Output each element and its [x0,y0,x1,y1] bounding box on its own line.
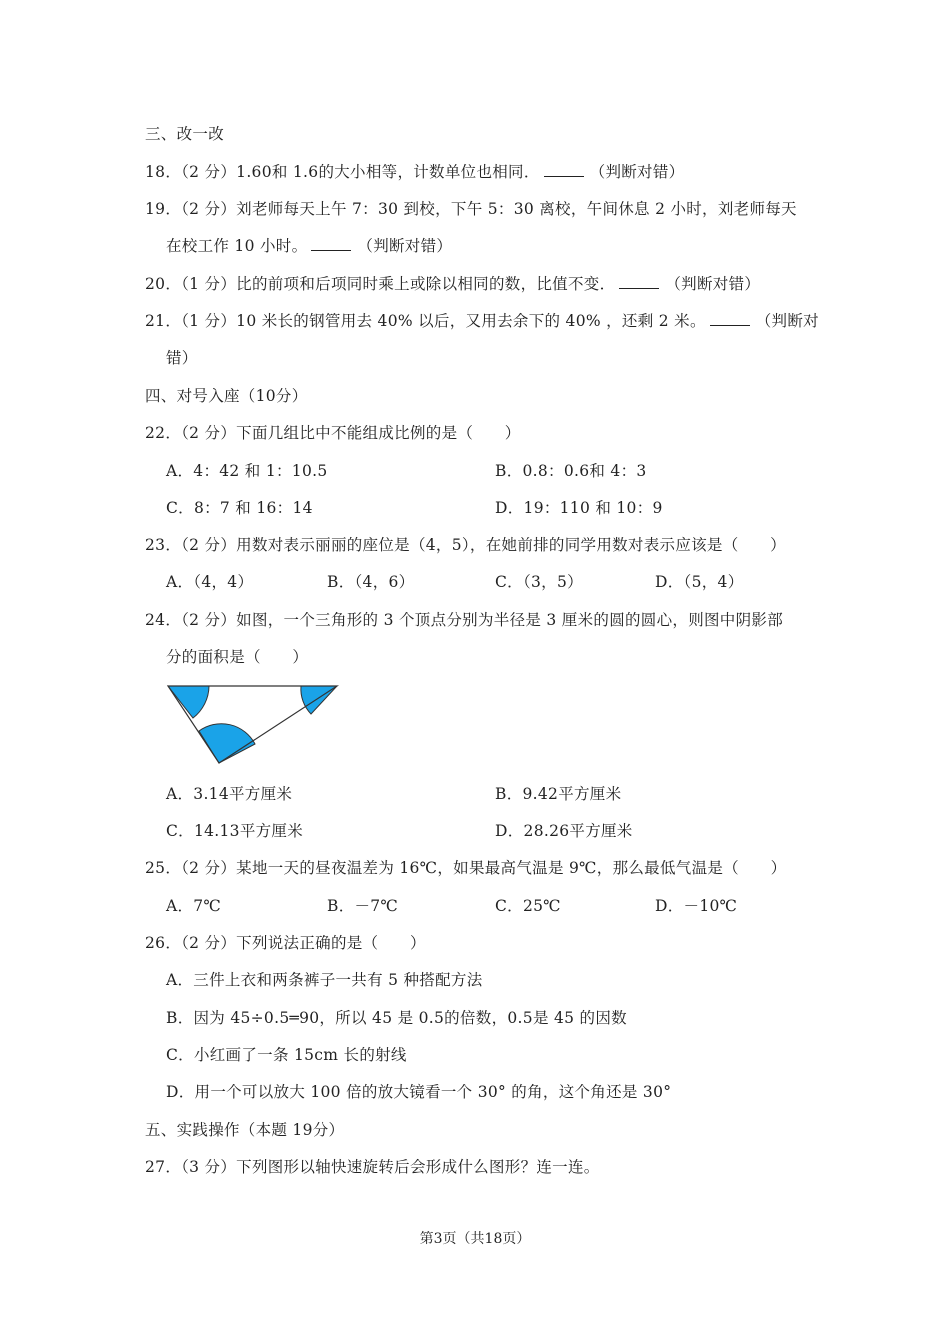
question-18-tail: （判断对错） [589,163,685,181]
question-22-option-b[interactable]: B．0.8：0.6和 4：3 [495,462,647,480]
answer-blank[interactable] [311,236,351,251]
question-24-option-c[interactable]: C．14.13平方厘米 [166,822,304,840]
shaded-sector-left [168,686,209,718]
answer-blank[interactable] [619,274,659,289]
question-21-line1 [145,311,819,331]
answer-blank[interactable] [710,311,750,326]
question-23-option-a[interactable]: A．（4，4） [166,573,254,591]
question-18-text: 18．（2 分）1.60和 1.6的大小相等，计数单位也相同． [145,163,540,181]
question-19-line2 [166,236,452,256]
question-24-option-a[interactable]: A．3.14平方厘米 [166,785,293,803]
section-5-heading: 五、实践操作（本题 19分） [145,1121,345,1139]
question-21-line2: 错） [166,349,198,367]
question-19-line1: 19．（2 分）刘老师每天上午 7：30 到校，下午 5：30 离校，午间休息 2 小时，刘老师每天 [145,200,797,218]
question-23-option-d[interactable]: D．（5，4） [655,573,744,591]
question-25-option-d[interactable]: D．－10℃ [655,897,738,915]
section-4-heading: 四、对号入座（10分） [145,387,308,405]
page-footer: 第3页（共18页） [419,1231,531,1247]
question-21-text: 21．（1 分）10 米长的钢管用去 40% 以后，又用去余下的 40% ，还剩 2 米。 [145,312,706,330]
question-23-stem: 23．（2 分）用数对表示丽丽的座位是（4，5），在她前排的同学用数对表示应该是（ ） [145,536,786,554]
question-23-option-c[interactable]: C．（3，5） [495,573,583,591]
section-3-heading: 三、改一改 [145,125,225,143]
question-20-text: 20．（1 分）比的前项和后项同时乘上或除以相同的数，比值不变． [145,275,616,293]
question-22-stem: 22．（2 分）下面几组比中不能组成比例的是（ ） [145,424,521,442]
question-19-text: 在校工作 10 小时。 [166,237,308,255]
triangle-sectors-figure [165,683,345,773]
question-26-option-c[interactable]: C．小红画了一条 15cm 长的射线 [166,1046,407,1064]
question-24-option-b[interactable]: B．9.42平方厘米 [495,785,622,803]
answer-blank[interactable] [544,162,584,177]
question-25-stem: 25．（2 分）某地一天的昼夜温差为 16℃，如果最高气温是 9℃，那么最低气温是（ ） [145,859,787,877]
question-18 [145,162,684,182]
question-25-option-a[interactable]: A．7℃ [166,897,222,915]
question-26-option-b[interactable]: B．因为 45÷0.5═90，所以 45 是 0.5的倍数，0.5是 45 的因数 [166,1009,627,1027]
question-25-option-b[interactable]: B．－7℃ [327,897,399,915]
question-26-option-d[interactable]: D．用一个可以放大 100 倍的放大镜看一个 30° 的角，这个角还是 30° [166,1083,672,1101]
question-24-option-d[interactable]: D．28.26平方厘米 [495,822,633,840]
question-19-tail: （判断对错） [357,237,453,255]
question-24-line1: 24．（2 分）如图，一个三角形的 3 个顶点分别为半径是 3 厘米的圆的圆心，则图中阴影部 [145,611,783,629]
question-20 [145,274,760,294]
question-21-tail: （判断对 [755,312,819,330]
question-20-tail: （判断对错） [665,275,761,293]
question-22-option-c[interactable]: C．8：7 和 16：14 [166,499,313,517]
question-23-option-b[interactable]: B．（4，6） [327,573,415,591]
question-26-stem: 26．（2 分）下列说法正确的是（ ） [145,934,426,952]
question-22-option-d[interactable]: D．19：110 和 10：9 [495,499,663,517]
question-22-option-a[interactable]: A．4：42 和 1：10.5 [166,462,328,480]
question-25-option-c[interactable]: C．25℃ [495,897,561,915]
question-26-option-a[interactable]: A．三件上衣和两条裤子一共有 5 种搭配方法 [166,971,483,989]
question-24-line2: 分的面积是（ ） [166,648,309,666]
question-27-stem: 27．（3 分）下列图形以轴快速旋转后会形成什么图形？连一连。 [145,1158,600,1176]
